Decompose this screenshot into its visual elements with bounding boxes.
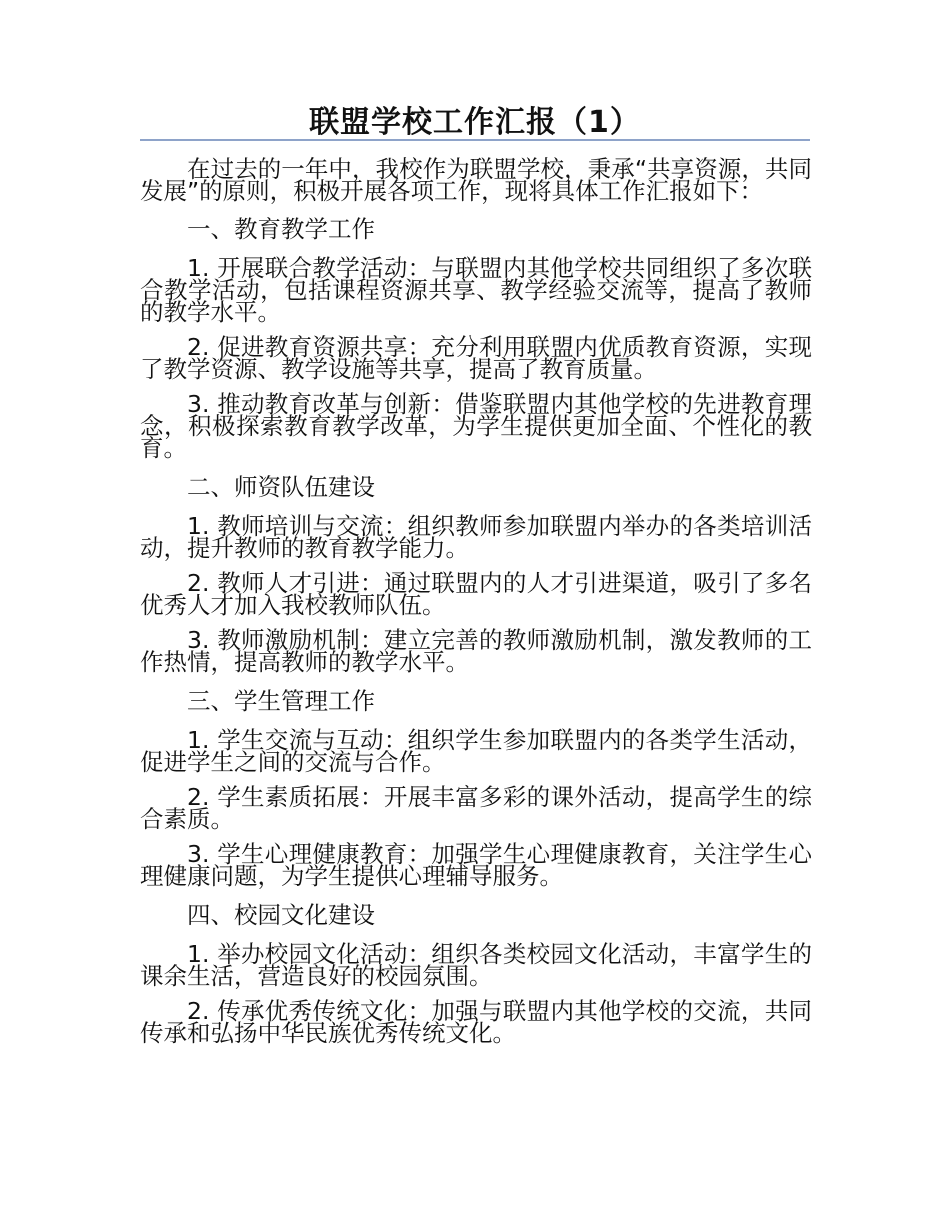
document-body [140, 155, 812, 1057]
section-item: 2. 促进教育资源共享：充分利用联盟内优质教育资源，实现了教学资源、教学设施等共享，提高了教育质量。 [140, 333, 812, 383]
intro-paragraph: 在过去的一年中，我校作为联盟学校，秉承“共享资源，共同发展”的原则，积极开展各项工作，现将具体工作汇报如下： [140, 155, 812, 205]
section-item: 1. 学生交流与互动：组织学生参加联盟内的各类学生活动，促进学生之间的交流与合作。 [140, 726, 812, 776]
section-item: 3. 学生心理健康教育：加强学生心理健康教育，关注学生心理健康问题，为学生提供心理辅导服务。 [140, 840, 812, 890]
section-item: 2. 教师人才引进：通过联盟内的人才引进渠道，吸引了多名优秀人才加入我校教师队伍。 [140, 569, 812, 619]
section-item: 1. 教师培训与交流：组织教师参加联盟内举办的各类培训活动，提升教师的教育教学能力。 [140, 512, 812, 562]
section-item: 1. 开展联合教学活动：与联盟内其他学校共同组织了多次联合教学活动，包括课程资源共享、教学经验交流等，提高了教师的教学水平。 [140, 254, 812, 326]
section-item: 3. 教师激励机制：建立完善的教师激励机制，激发教师的工作热情，提高教师的教学水平。 [140, 626, 812, 676]
title-underline [140, 139, 810, 141]
section-item: 1. 举办校园文化活动：组织各类校园文化活动，丰富学生的课余生活，营造良好的校园氛围。 [140, 940, 812, 990]
section-heading-culture: 四、校园文化建设 [187, 901, 375, 929]
document-title: 联盟学校工作汇报（1） [309, 105, 641, 140]
section-heading-faculty: 二、师资队伍建设 [187, 473, 375, 501]
section-item: 3. 推动教育改革与创新：借鉴联盟内其他学校的先进教育理念，积极探索教育教学改革，为学生提供更加全面、个性化的教育。 [140, 390, 812, 462]
section-heading-students: 三、学生管理工作 [187, 687, 375, 715]
section-heading-teaching: 一、教育教学工作 [187, 215, 375, 243]
section-item: 2. 传承优秀传统文化：加强与联盟内其他学校的交流，共同传承和弘扬中华民族优秀传统文化。 [140, 997, 812, 1047]
section-item: 2. 学生素质拓展：开展丰富多彩的课外活动，提高学生的综合素质。 [140, 783, 812, 833]
